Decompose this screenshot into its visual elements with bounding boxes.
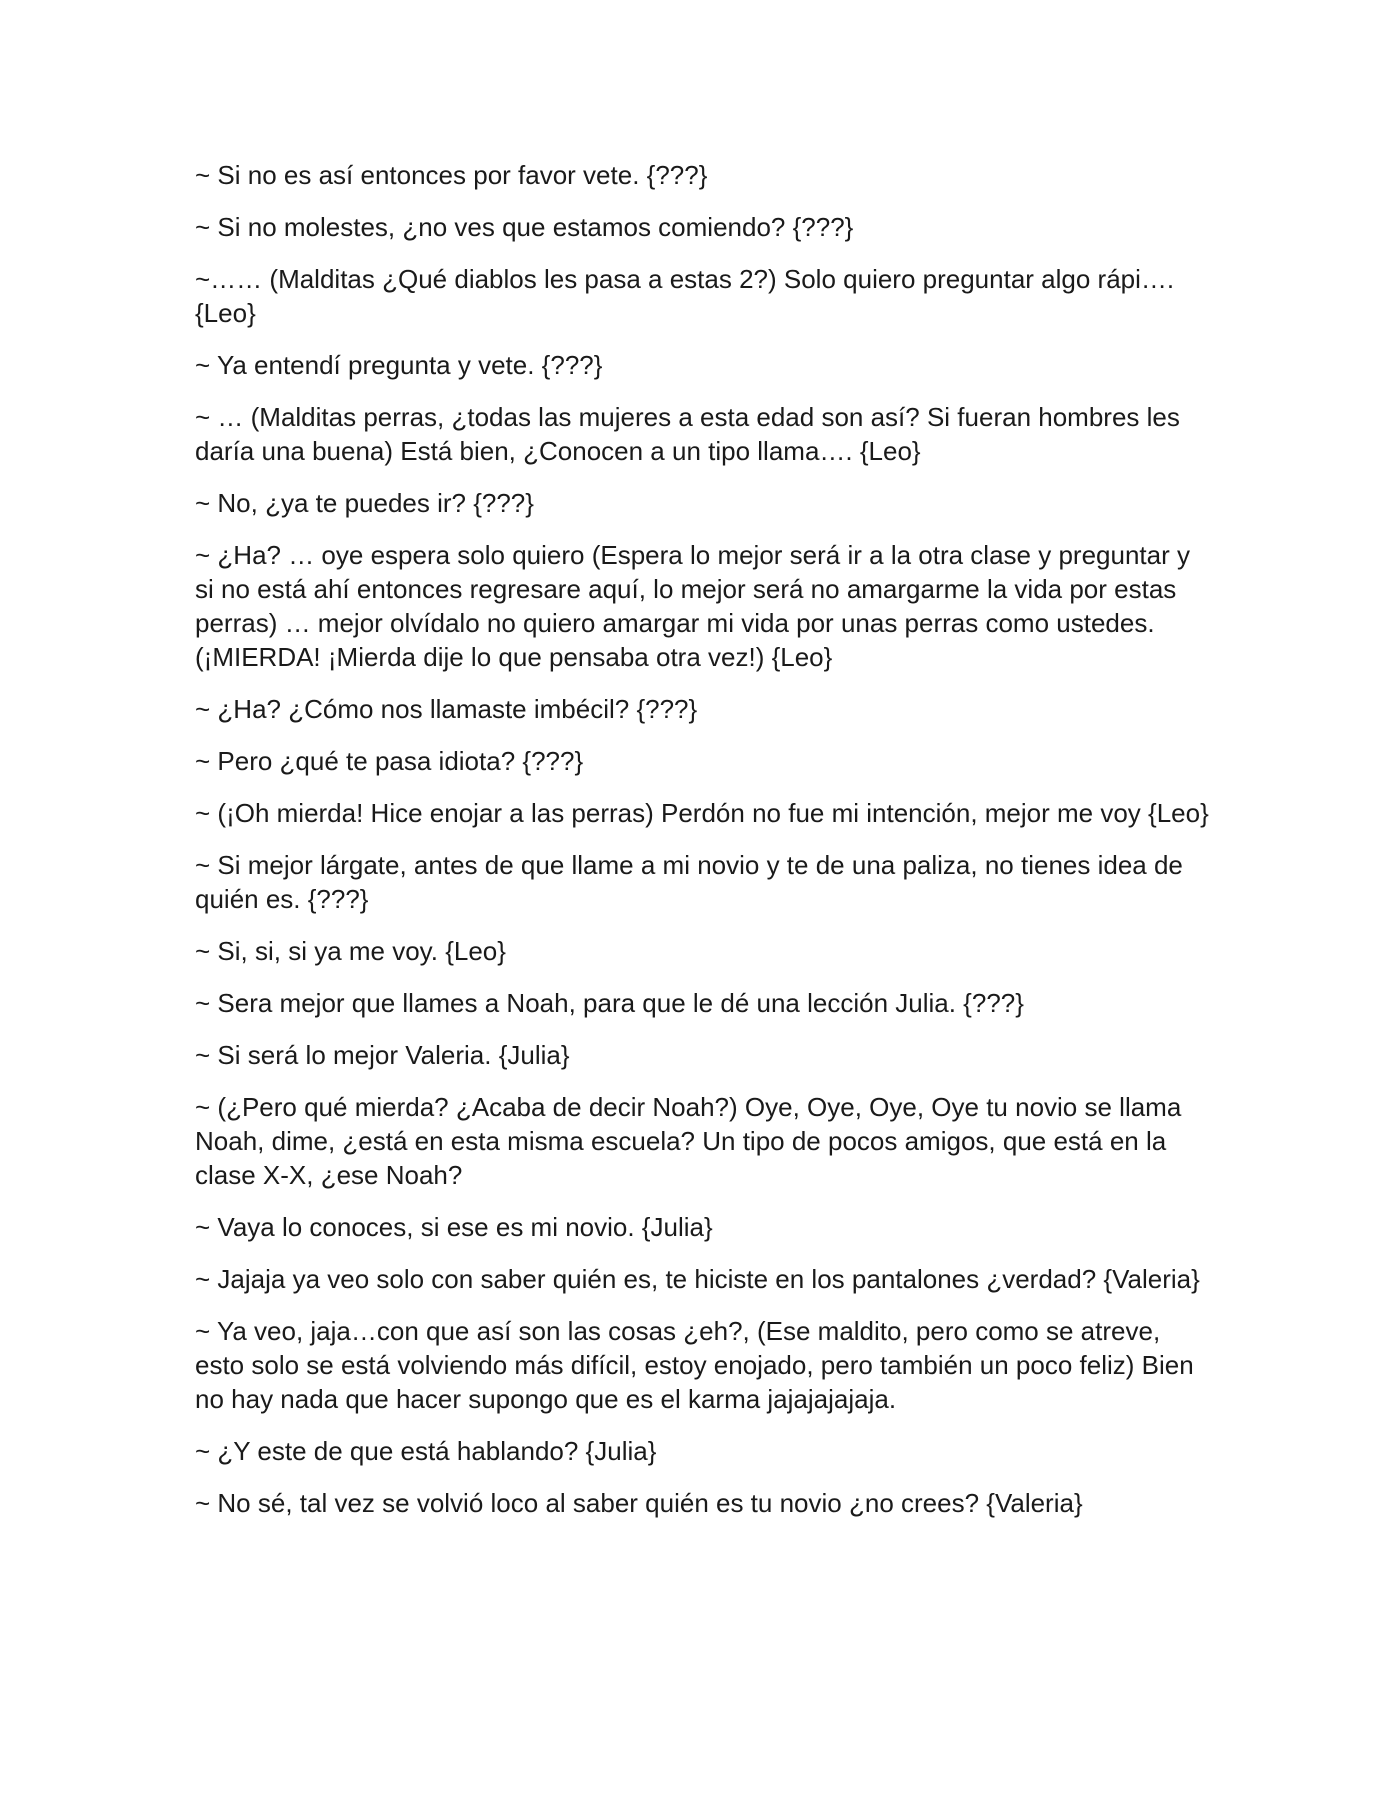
dialogue-line: ~ No sé, tal vez se volvió loco al saber quién es tu novio ¿no crees? {Valeria} xyxy=(195,1488,1083,1518)
dialogue-line: ~ Vaya lo conoces, si ese es mi novio. {Julia} xyxy=(195,1212,713,1242)
dialogue-line: ~ Ya entendí pregunta y vete. {???} xyxy=(195,350,603,380)
dialogue-line: ~ Jajaja ya veo solo con saber quién es, te hiciste en los pantalones ¿verdad? {Valeria} xyxy=(195,1264,1200,1294)
dialogue-line: ~ (¿Pero qué mierda? ¿Acaba de decir Noah?) Oye, Oye, Oye, Oye tu novio se llama Noah, dime, ¿está en esta misma escuela? Un tipo de pocos amigos, que está en la clase X-X, ¿ese Noah? xyxy=(195,1092,1182,1190)
dialogue-line: ~ (¡Oh mierda! Hice enojar a las perras) Perdón no fue mi intención, mejor me voy {Leo} xyxy=(195,798,1209,828)
dialogue-line: ~ Pero ¿qué te pasa idiota? {???} xyxy=(195,746,584,776)
dialogue-line: ~ Ya veo, jaja…con que así son las cosas ¿eh?, (Ese maldito, pero como se atreve, esto solo se está volviendo más difícil, estoy enojado, pero también un poco feliz) Bien no hay nada que hacer supongo que es el karma jajajajajaja. xyxy=(195,1316,1194,1414)
dialogue-line: ~ No, ¿ya te puedes ir? {???} xyxy=(195,488,534,518)
dialogue-line: ~ Sera mejor que llames a Noah, para que le dé una lección Julia. {???} xyxy=(195,988,1024,1018)
dialogue-line: ~ … (Malditas perras, ¿todas las mujeres a esta edad son así? Si fueran hombres les daría una buena) Está bien, ¿Conocen a un tipo llama…. {Leo} xyxy=(195,402,1180,466)
dialogue-line: ~ Si será lo mejor Valeria. {Julia} xyxy=(195,1040,570,1070)
dialogue-line: ~ Si mejor lárgate, antes de que llame a mi novio y te de una paliza, no tienes idea de quién es. {???} xyxy=(195,850,1183,914)
dialogue-line: ~ ¿Y este de que está hablando? {Julia} xyxy=(195,1436,657,1466)
dialogue-line: ~…… (Malditas ¿Qué diablos les pasa a estas 2?) Solo quiero preguntar algo rápi…. {Leo} xyxy=(195,264,1175,328)
dialogue-line: ~ ¿Ha? ¿Cómo nos llamaste imbécil? {???} xyxy=(195,694,698,724)
dialogue-line: ~ ¿Ha? … oye espera solo quiero (Espera lo mejor será ir a la otra clase y preguntar y si no está ahí entonces regresare aquí, lo mejor será no amargarme la vida por estas perras) … mejor olvídalo no quiero amargar mi vida por unas perras como ustedes. (¡MIERDA! ¡Mierda dije lo que pensaba otra vez!) {Leo} xyxy=(195,540,1190,672)
dialogue-line: ~ Si, si, si ya me voy. {Leo} xyxy=(195,936,506,966)
dialogue-line: ~ Si no es así entonces por favor vete. {???} xyxy=(195,160,708,190)
document-body xyxy=(195,158,1215,1538)
dialogue-line: ~ Si no molestes, ¿no ves que estamos comiendo? {???} xyxy=(195,212,854,242)
